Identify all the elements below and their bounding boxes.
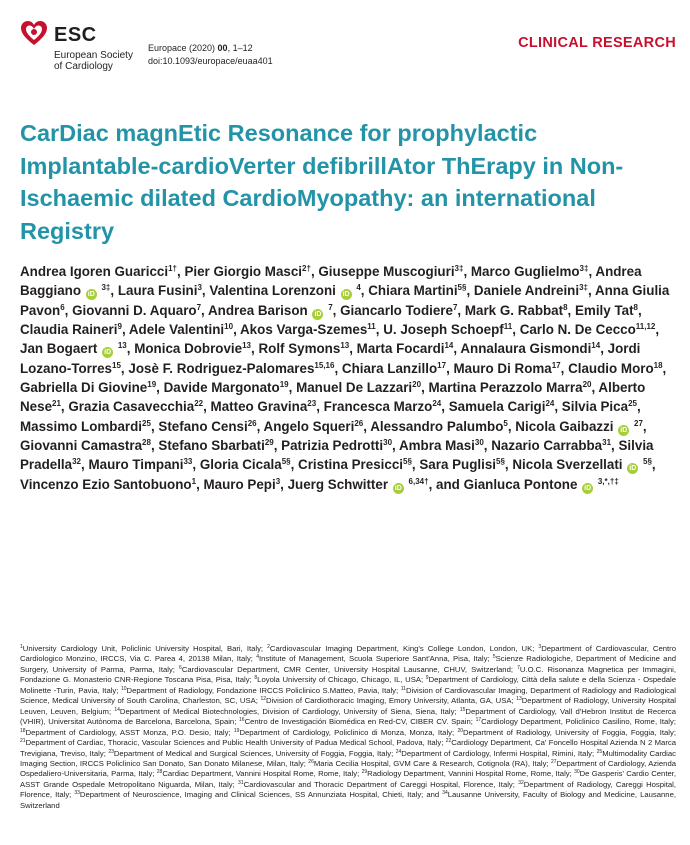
- affiliation-number: 6: [179, 664, 182, 671]
- author-and: and: [436, 476, 460, 492]
- author-name: Giovanni D. Aquaro: [72, 302, 197, 318]
- author-affiliation-mark: 9: [117, 322, 122, 332]
- author-name: Adele Valentini: [128, 322, 225, 338]
- author-affiliation-mark: 30: [474, 438, 484, 448]
- affiliation-text: Department of Cardiology, ASST Monza, P.O. Desio, Italy;: [25, 727, 234, 737]
- section-label: CLINICAL RESEARCH: [518, 35, 676, 51]
- author-name: Martina Perazzolo Marra: [428, 380, 583, 396]
- affiliation-number: 22: [445, 738, 452, 745]
- author-name: Nazario Carrabba: [491, 438, 603, 454]
- affiliation-number: 14: [114, 706, 120, 713]
- affiliation-text: Cardiovascular Department, CMR Center, University Hospital Lausanne, CHUV, Switzerland;: [181, 664, 518, 674]
- author-name: Jan Bogaert: [20, 341, 98, 357]
- affiliation-text: Cardiac Department, Vannini Hospital Rome, Rome, Italy;: [162, 769, 362, 779]
- author-name: Gabriella Di Giovine: [20, 380, 148, 396]
- author-affiliation-mark: 11: [503, 322, 513, 332]
- affiliation-number: 7: [517, 664, 520, 671]
- affiliation-text: Department of Cardiac, Thoracic, Vascular Sciences and Public Health University of Padua Medical School, Padova, Italy;: [25, 738, 446, 748]
- author-list: Andrea Igoren Guaricci$^{1\dagger}$, Pier Giorgio Masci$^{2\dagger}$, Giuseppe Muscogiuri$^{3\ddagger}$, Marco Guglielmo$^{3\ddagger}$, Andrea Baggiano iD $^{3\ddagger}$, Laura Fusini$^3$, Valentina Lorenzoni iD $^4$, Chiara Martini$^{5\S}$, Daniele Andreini$^{3\ddagger}$, Anna Giulia Pavon$^6$, Giovanni D. Aquaro$^7$, Andrea Barison iD $^7$, Giancarlo Todiere$^7$, Mark G. Rabbat$^8$, Emily Tat$^8$, Claudia Raineri$^9$, Adele Valentini$^{10}$, Akos Varga-Szemes$^{11}$, U. Joseph Schoepf$^{11}$, Carlo N. De Cecco$^{11,12}$, Jan Bogaert iD $^{13}$, Monica Dobrovie$^{13}$, Rolf Symons$^{13}$, Marta Focardi$^{14}$, Annalaura Gismondi$^{14}$, Jordi Lozano-Torres$^{15}$, Josè F. Rodriguez-Palomares$^{15,16}$, Chiara Lanzillo$^{17}$, Mauro Di Roma$^{17}$, Claudio Moro$^{18}$, Gabriella Di Giovine$^{19}$, Davide Margonato$^{19}$, Manuel De Lazzari$^{20}$, Martina Perazzolo Marra$^{20}$, Alberto Nese$^{21}$, Grazia Casavecchia$^{22}$, Matteo Gravina$^{23}$, Francesca Marzo$^{24}$, Samuela Carigi$^{24}$, Silvia Pica$^{25}$, Massimo Lombardi$^{25}$, Stefano Censi$^{26}$, Angelo Squeri$^{26}$, Alessandro Palumbo$^5$, Nicola Gaibazzi iD $^{27}$, Giovanni Camastra$^{28}$, Stefano Sbarbati$^{29}$, Patrizia Pedrotti$^{30}$, Ambra Masi$^{30}$, Nazario Carrabba$^{31}$, Silvia Pradella$^{32}$, Mauro Timpani$^{33}$, Gloria Cicala$^{5\S}$, Cristina Presicci$^{5\S}$, Sara Puglisi$^{5\S}$, Nicola Sverzellati iD $^{5\S}$, Vincenzo Ezio Santobuono$^1$, Mauro Pepi$^3$, Juerg Schwitter iD $^{6,34\dagger}$, and Gianluca Pontone iD $^{3,*,\dagger\ddagger}$: [20, 264, 670, 492]
- affiliation-text: Radiology Department, Vannini Hospital Rome, Rome, Italy;: [367, 769, 575, 779]
- author-affiliation-mark: 5§: [281, 457, 291, 467]
- page-header: [20, 18, 680, 90]
- affiliation-number: 25: [596, 748, 603, 755]
- author-affiliation-mark: 5§: [457, 283, 467, 293]
- affiliation-text: Maria Cecilia Hospital, GVM Care & Research, Cotignola (RA), Italy;: [313, 758, 551, 768]
- author-affiliation-mark: 4: [356, 283, 361, 293]
- author-name: Sara Puglisi: [419, 457, 497, 473]
- author-name: Laura Fusini: [117, 283, 198, 299]
- author-name: Pier Giorgio Masci: [184, 264, 303, 279]
- journal-volume: 00: [217, 43, 228, 53]
- author-name: Nicola Gaibazzi: [515, 418, 614, 434]
- affiliation-text: Department of Medical and Surgical Sciences, University of Foggia, Foggia, Italy;: [113, 748, 396, 758]
- author-affiliation-mark: 33: [183, 457, 193, 467]
- affiliation-number: 11: [400, 685, 406, 692]
- author-affiliation-mark: 1: [191, 476, 197, 486]
- author-name: Stefano Censi: [158, 418, 248, 434]
- author-affiliation-mark: 15: [112, 360, 121, 370]
- author-name: Akos Varga-Szemes: [240, 322, 368, 338]
- affiliation-text: Department of Medical Biotechnologies, Division of Cardiology, University of Siena, Siena, Italy;: [119, 706, 460, 716]
- affiliation-number: 23: [108, 748, 114, 755]
- affiliation-text: Department of Neuroscience, Imaging and Clinical Sciences, SS Annunziata Hospital, Chieti, Italy; and: [79, 790, 443, 800]
- author-name: Manuel De Lazzari: [296, 380, 413, 396]
- author-affiliation-mark: 29: [264, 438, 274, 448]
- author-affiliation-mark: 8: [633, 302, 638, 312]
- affiliation-number: 19: [233, 727, 240, 734]
- affiliation-number: 12: [260, 696, 267, 703]
- affiliation-number: 26: [308, 758, 314, 765]
- affiliation-number: 1: [20, 644, 23, 650]
- author-affiliation-mark: 11: [367, 322, 376, 332]
- author-affiliation-mark: 20: [582, 380, 592, 390]
- affiliation-number: 10: [120, 685, 127, 692]
- author-name: Alberto Nese: [20, 380, 646, 415]
- journal-pages: , 1–12: [227, 43, 253, 53]
- author-affiliation-mark: 5§: [403, 457, 412, 467]
- author-affiliation-mark: 21: [52, 399, 61, 409]
- author-affiliation-mark: 28: [142, 438, 151, 448]
- author-name: Silvia Pradella: [20, 438, 654, 473]
- author-name: Cristina Presicci: [298, 457, 403, 473]
- author-affiliation-mark: 24: [432, 399, 442, 409]
- author-name: Juerg Schwitter: [287, 476, 389, 492]
- affiliation-text: Department of Cardiology, Policlinico di Monza, Monza, Italy;: [239, 727, 458, 737]
- author-name: Patrizia Pedrotti: [281, 438, 384, 454]
- author-affiliation-mark: 22: [194, 399, 204, 409]
- author-name: Mauro Pepi: [203, 476, 276, 492]
- author-name: Emily Tat: [575, 302, 634, 318]
- author-name: Giancarlo Todiere: [340, 302, 453, 318]
- author-name: Anna Giulia Pavon: [20, 283, 670, 318]
- author-affiliation-mark: 18: [653, 360, 663, 370]
- affiliation-number: 18: [20, 727, 26, 734]
- author-name: Andrea Igoren Guaricci: [20, 264, 169, 279]
- affiliation-text: Department of Radiology, Fondazione IRCCS Policlinico S.Matteo, Pavia, Italy;: [126, 685, 401, 695]
- author-affiliation-mark: 13: [340, 341, 350, 351]
- affiliation-number: 15: [459, 706, 466, 713]
- author-affiliation-mark: 19: [147, 380, 157, 390]
- author-name: Ambra Masi: [398, 438, 475, 454]
- affiliation-number: 27: [551, 758, 557, 765]
- author-name: Jordi Lozano-Torres: [20, 341, 641, 376]
- affiliation-text: Department of Cardiology, Vall d'Hebron Institut de Recerca (VHIR), Universitat Autònoma de Barcelona, Barcelona, Spain;: [20, 706, 676, 727]
- author-name: Vincenzo Ezio Santobuono: [20, 476, 192, 492]
- affiliation-number: 30: [574, 769, 580, 776]
- affiliation-number: 8: [254, 675, 258, 682]
- author-name: Valentina Lorenzoni: [209, 283, 336, 299]
- author-affiliation-mark: 1†: [168, 264, 177, 273]
- author-affiliation-mark: 13: [117, 341, 127, 351]
- author-name: Marco Guglielmo: [470, 264, 580, 279]
- article-title: CarDiac magnEtic Resonance for prophylactic Implantable-cardioVerter defibrillAtor ThErapy in Non-Ischaemic dilated CardioMyopathy: an international Registry: [20, 120, 624, 244]
- author-name: Alessandro Palumbo: [370, 418, 504, 434]
- affiliation-text: Cardiology Department, Ca' Foncello Hospital Azienda N 2 Marca Trevigiana, Treviso, Italy;: [20, 738, 676, 758]
- author-affiliation-mark: 25: [142, 418, 151, 428]
- author-affiliation-mark: 6: [60, 302, 65, 312]
- affiliation-text: Department of Radiology, University of Foggia, Foggia, Italy;: [463, 727, 676, 737]
- affiliation-number: 9: [425, 675, 429, 682]
- author-affiliation-mark: 5§: [496, 457, 505, 467]
- author-affiliation-mark: 5§: [643, 457, 652, 467]
- affiliation-text: Cardiology Department, Policlinico Casilino, Rome, Italy;: [481, 717, 676, 727]
- author-name: Rolf Symons: [258, 341, 341, 357]
- journal-name: Europace (2020): [148, 43, 218, 53]
- affiliation-text: Division of Cardiothoracic Imaging, Emory University, Atlanta, GA, USA;: [266, 696, 517, 706]
- doi-link[interactable]: doi:10.1093/europace/euaa401: [148, 56, 273, 66]
- author-name: Grazia Casavecchia: [68, 399, 195, 415]
- author-affiliation-mark: 3‡: [454, 264, 464, 273]
- affiliation-text: Lausanne University, Faculty of Biology and Medicine, Lausanne, Switzerland: [20, 790, 676, 810]
- affiliation-number: 29: [361, 769, 368, 776]
- author-name: Massimo Lombardi: [20, 418, 143, 434]
- author-name: Silvia Pica: [561, 399, 629, 415]
- orcid-icon[interactable]: iD: [342, 291, 350, 299]
- orcid-icon[interactable]: iD: [584, 484, 592, 492]
- affiliation-text: U.O.C. Risonanza Magnetica per Immagini, Fondazione G. Monasterio CNR-Regione Toscana Pisa, Pisa, Italy;: [20, 664, 676, 685]
- orcid-icon[interactable]: iD: [87, 291, 95, 299]
- author-affiliation-mark: 14: [591, 341, 601, 351]
- affiliation-text: Department of Radiology, University Hospital Leuven, Leuven, Belgium;: [20, 696, 677, 716]
- author-name: Annalaura Gismondi: [460, 341, 592, 357]
- affiliation-number: 31: [238, 779, 244, 786]
- affiliation-text: Department of Cardiovascular, Centro Cardiologico Monzino, IRCCS, Via C. Parea 4, 20138 Milan, Italy;: [20, 644, 676, 664]
- author-name: Andrea Baggiano: [20, 264, 642, 299]
- author-affiliation-mark: 20: [412, 380, 422, 390]
- author-name: Gianluca Pontone: [463, 476, 578, 492]
- author-affiliation-mark: 3,*,†‡: [597, 476, 619, 486]
- author-affiliation-mark: 27: [634, 418, 643, 428]
- orcid-icon[interactable]: iD: [314, 310, 322, 318]
- author-name: Claudio Moro: [568, 360, 654, 376]
- author-name: Francesca Marzo: [323, 399, 433, 415]
- affiliation-text: University Cardiology Unit, Policlinic University Hospital, Bari, Italy;: [22, 644, 268, 653]
- affiliation-number: 13: [516, 696, 522, 703]
- author-name: Gloria Cicala: [199, 457, 282, 473]
- orcid-icon[interactable]: iD: [394, 484, 402, 492]
- author-affiliation-mark: 7: [452, 302, 458, 312]
- journal-citation: [148, 42, 273, 68]
- author-affiliation-mark: 17: [437, 360, 447, 370]
- author-affiliation-mark: 30: [383, 438, 393, 448]
- affiliation-number: 2: [267, 644, 270, 650]
- author-name: Josè F. Rodriguez-Palomares: [128, 360, 315, 376]
- affiliation-number: 4: [256, 654, 259, 661]
- author-name: Marta Focardi: [356, 341, 445, 357]
- affiliation-text: Department of Cardiology, Azienda Ospedaliero-Universitaria, Parma, Italy;: [20, 758, 676, 779]
- affiliation-text: Department of Cardiology, Infermi Hospital, Rimini, Italy;: [401, 748, 597, 758]
- author-name: Davide Margonato: [163, 380, 280, 396]
- author-name: Samuela Carigi: [448, 399, 546, 415]
- esc-heart-icon: [20, 20, 48, 48]
- affiliation-number: 5: [492, 654, 496, 661]
- orcid-icon[interactable]: iD: [620, 426, 628, 434]
- author-affiliation-mark: 25: [628, 399, 637, 409]
- affiliation-number: 3: [538, 644, 542, 650]
- affiliations: [20, 644, 676, 811]
- author-name: Andrea Barison: [208, 302, 308, 318]
- affiliation-text: Cardiovascular Imaging Department, King's College London, London, UK;: [269, 644, 539, 653]
- affiliation-number: 17: [475, 717, 482, 724]
- affiliation-number: 28: [156, 769, 163, 776]
- author-affiliation-mark: 7: [328, 302, 333, 312]
- affiliation-number: 21: [20, 738, 26, 745]
- affiliation-text: Centro de Investigación Biomédica en Red-CV, CIBER CV. Spain;: [244, 717, 476, 727]
- author-affiliation-mark: 23: [307, 399, 317, 409]
- author-affiliation-mark: 8: [563, 302, 568, 312]
- affiliation-text: Loyola University of Chicago, Chicago, IL, USA;: [257, 675, 426, 685]
- author-affiliation-mark: 26: [247, 418, 257, 428]
- author-affiliation-mark: 31: [602, 438, 612, 448]
- author-name: U. Joseph Schoepf: [383, 322, 504, 338]
- affiliation-text: Institute of Management, Scuola Superiore Sant'Anna, Pisa, Italy;: [258, 654, 493, 664]
- author-name: Angelo Squeri: [263, 418, 355, 434]
- author-affiliation-mark: 6,34†: [408, 476, 429, 486]
- author-affiliation-mark: 19: [279, 380, 289, 390]
- author-name: Stefano Sbarbati: [158, 438, 265, 454]
- author-name: Chiara Lanzillo: [341, 360, 438, 376]
- author-name: Matteo Gravina: [210, 399, 308, 415]
- author-name: Claudia Raineri: [20, 322, 118, 338]
- org-subtitle: European Society of Cardiology: [54, 50, 133, 72]
- author-affiliation-mark: 11,12: [635, 322, 656, 332]
- author-affiliation-mark: 13: [242, 341, 252, 351]
- author-affiliation-mark: 15,16: [314, 360, 335, 370]
- author-name: Mark G. Rabbat: [464, 302, 564, 318]
- affiliation-text: Department of Radiology, Careggi Hospital, Florence, Italy;: [20, 779, 676, 800]
- affiliation-number: 32: [518, 779, 524, 786]
- author-affiliation-mark: 3‡: [579, 264, 589, 273]
- affiliation-text: Department of Cardiology, Città della salute e della Scienza - Ospedale Molinette -Turin, Pavia, Italy;: [20, 675, 676, 695]
- author-affiliation-mark: 3: [197, 283, 202, 293]
- author-affiliation-mark: 24: [545, 399, 555, 409]
- affiliation-text: Cardiovascular and Thoracic Department of Careggi Hospital, Florence, Italy;: [243, 779, 519, 789]
- affiliation-text: De Gasperis' Cardio Center, ASST Grande Ospedale Metropolitano Niguarda, Milan, Italy;: [20, 769, 676, 789]
- author-affiliation-mark: 3‡: [101, 283, 111, 293]
- author-affiliation-mark: 10: [224, 322, 234, 332]
- author-affiliation-mark: 5: [503, 418, 508, 428]
- affiliation-number: 20: [457, 727, 463, 734]
- affiliation-text: Scienze Radiologiche, Department of Medicine and Surgery, University of Parma, Parma, Italy;: [20, 654, 676, 674]
- author-affiliation-mark: 17: [551, 360, 561, 370]
- author-affiliation-mark: 3: [275, 476, 281, 486]
- author-affiliation-mark: 7: [196, 302, 202, 312]
- author-affiliation-mark: 2†: [302, 264, 311, 273]
- author-name: Mauro Timpani: [88, 457, 184, 473]
- author-name: Mauro Di Roma: [453, 360, 552, 376]
- org-name: ESC: [54, 24, 97, 46]
- author-name: Nicola Sverzellati: [512, 457, 623, 473]
- author-name: Chiara Martini: [368, 283, 458, 299]
- affiliation-number: 16: [239, 717, 245, 724]
- author-name: Carlo N. De Cecco: [519, 322, 636, 338]
- affiliation-text: Division of Cardiovascular Imaging, Department of Radiology and Radiological Science, Medical University of South Carolina, Charleston, SC, USA;: [20, 685, 677, 706]
- affiliation-text: Multimodality Cardiac Imaging Section, IRCCS Policlinico San Donato, San Donato Milanese, Milan, Italy;: [20, 748, 677, 768]
- author-affiliation-mark: 14: [444, 341, 454, 351]
- orcid-icon[interactable]: iD: [629, 465, 637, 473]
- orcid-icon[interactable]: iD: [104, 349, 112, 357]
- author-affiliation-mark: 26: [354, 418, 364, 428]
- author-name: Giovanni Camastra: [20, 438, 143, 454]
- author-name: Daniele Andreini: [473, 283, 580, 299]
- author-name: Monica Dobrovie: [134, 341, 243, 357]
- affiliation-number: 34: [442, 790, 448, 797]
- author-affiliation-mark: 3‡: [579, 283, 588, 293]
- affiliation-number: 24: [395, 748, 402, 755]
- author-name: Giuseppe Muscogiuri: [318, 264, 455, 279]
- affiliation-number: 33: [74, 790, 80, 797]
- author-affiliation-mark: 32: [72, 457, 82, 467]
